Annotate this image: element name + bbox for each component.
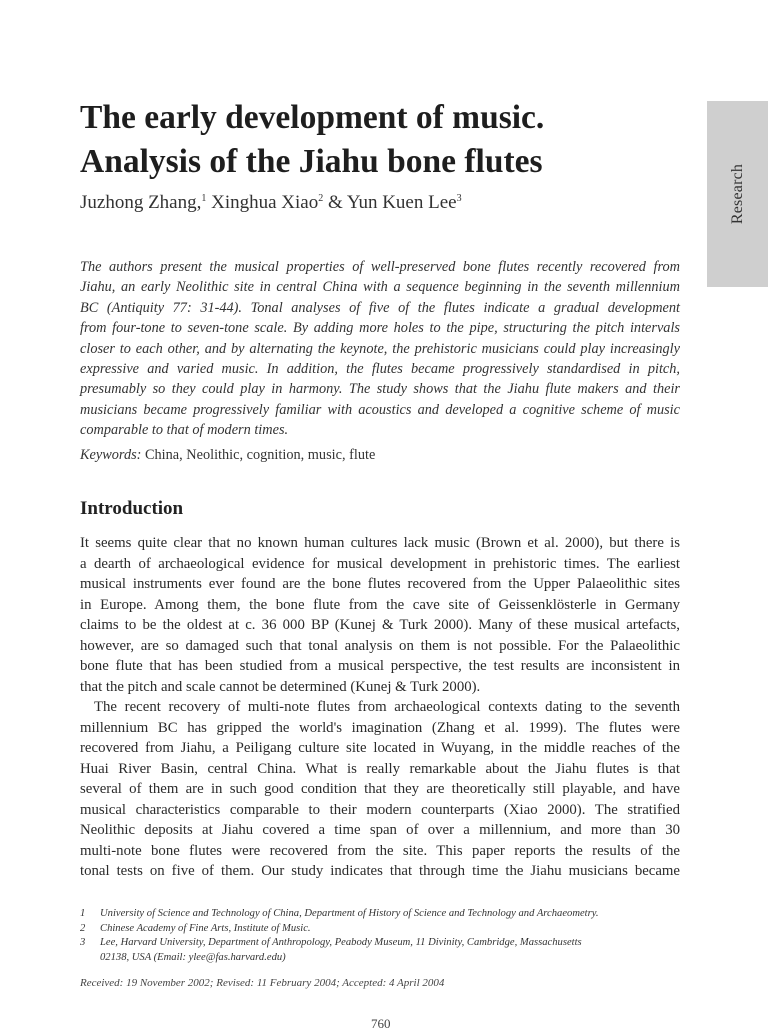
abstract — [80, 257, 680, 441]
abstract-line: expressive and varied music. In addition, the flutes became progressively standardised in pitch, — [80, 361, 680, 378]
author-name: Juzhong Zhang, — [80, 192, 202, 213]
article-title — [80, 96, 680, 184]
body-line: that the pitch and scale cannot be determined (Kunej & Turk 2000). — [80, 678, 481, 695]
footnote-number: 3 — [80, 937, 86, 949]
footnotes — [80, 907, 680, 965]
introduction-body — [80, 533, 680, 882]
body-line: The recent recovery of multi-note flutes from archaeological contexts dating to the seventh — [94, 699, 680, 715]
title-line: The early development of music. — [80, 99, 545, 136]
abstract-line: BC (Antiquity 77: 31-44). Tonal analyses of five of the flutes indicate a gradual development — [80, 299, 680, 316]
author-name: Xinghua Xiao — [206, 192, 319, 213]
author-list — [80, 192, 462, 214]
body-line: claims to be the oldest at c. 36 000 BP (Kunej & Turk 2000). Many of these musical artefacts, — [80, 617, 680, 633]
section-heading-introduction: Introduction — [80, 498, 184, 519]
footnote-number: 2 — [80, 922, 86, 934]
body-line: millennium BC has gripped the world's imagination (Zhang et al. 1999). The flutes were — [80, 719, 680, 736]
abstract-line: Jiahu, an early Neolithic site in central China with a sequence beginning in the seventh millennium — [80, 279, 680, 296]
body-line: It seems quite clear that no known human cultures lack music (Brown et al. 2000), but there is — [80, 535, 680, 551]
footnote-continuation: 02138, USA (Email: ylee@fas.harvard.edu) — [100, 951, 286, 963]
body-line: in Europe. Among them, the bone flute from the cave site of Geissenklösterle in Germany — [80, 596, 680, 613]
footnote-text: University of Science and Technology of China, Department of History of Science and Technology and Archaeometry. — [100, 908, 599, 919]
footnote-text: Lee, Harvard University, Department of Anthropology, Peabody Museum, 11 Divinity, Cambridge, Massachusetts — [100, 937, 582, 949]
body-line: a dearth of archaeological evidence for musical development in prehistoric times. The earliest — [80, 555, 680, 572]
footnote — [80, 922, 680, 937]
body-line: multi-note bone flutes were recovered from the site. This paper reports the results of the — [80, 842, 680, 859]
keywords-text: China, Neolithic, cognition, music, flute — [141, 447, 376, 463]
footnote — [80, 907, 680, 922]
footnote-text: Chinese Academy of Fine Arts, Institute of Music. — [100, 922, 311, 934]
abstract-line: comparable to that of modern times. — [80, 422, 289, 439]
section-tab-label: Research — [728, 163, 746, 225]
abstract-line: closer to each other, and by alternating the keynote, the prehistoric musicians could play increasingly — [80, 340, 680, 357]
body-line: several of them are in such good condition that they are theoretically still playable, and have — [80, 781, 680, 797]
page-number: 760 — [371, 1016, 391, 1031]
author-name: & Yun Kuen Lee — [323, 192, 457, 213]
received-dates: Received: 19 November 2002; Revised: 11 February 2004; Accepted: 4 April 2004 — [80, 977, 445, 989]
title-line: Analysis of the Jiahu bone flutes — [80, 143, 543, 180]
keywords — [80, 447, 375, 464]
body-line: recovered from Jiahu, a Peiligang culture site located in Wuyang, in the middle reaches of the — [80, 740, 680, 756]
abstract-line: from four-tone to seven-tone scale. By adding more holes to the pipe, structuring the pitch intervals — [80, 320, 680, 337]
body-line: musical instruments ever found are the bone flutes recovered from the Upper Palaeolithic sites — [80, 576, 680, 592]
abstract-line: presumably so they could play in harmony. The study shows that the Jiahu flute makers and their — [80, 381, 680, 398]
footnote — [80, 936, 680, 951]
author-affiliation-marker: 3 — [456, 193, 462, 204]
body-line: Huai River Basin, central China. What is really remarkable about the Jiahu flutes is that — [80, 760, 680, 777]
author-affiliation-marker: 1 — [201, 193, 207, 204]
body-line: tonal tests on five of them. Our study indicates that through time the Jiahu musicians became — [80, 863, 680, 879]
author-affiliation-marker: 2 — [318, 193, 324, 204]
abstract-line: The authors present the musical properties of well-preserved bone flutes recently recovered from — [80, 259, 680, 275]
body-line: bone flute that has been studied from a musical perspective, the test results are inconsistent in — [80, 658, 680, 674]
body-line: however, are so damaged such that tonal analysis on them is not possible. For the Palaeolithic — [80, 637, 680, 654]
keywords-label: Keywords: — [80, 447, 142, 463]
body-line: Neolithic deposits at Jiahu covered a time span of over a millennium, and more than 30 — [80, 822, 680, 838]
body-line: musical characteristics comparable to their modern counterparts (Xiao 2000). The stratified — [80, 801, 680, 818]
abstract-line: musicians became progressively familiar with acoustics and developed a cognitive scheme of music — [80, 401, 680, 418]
section-tab — [707, 101, 768, 287]
footnote-number: 1 — [80, 908, 86, 919]
